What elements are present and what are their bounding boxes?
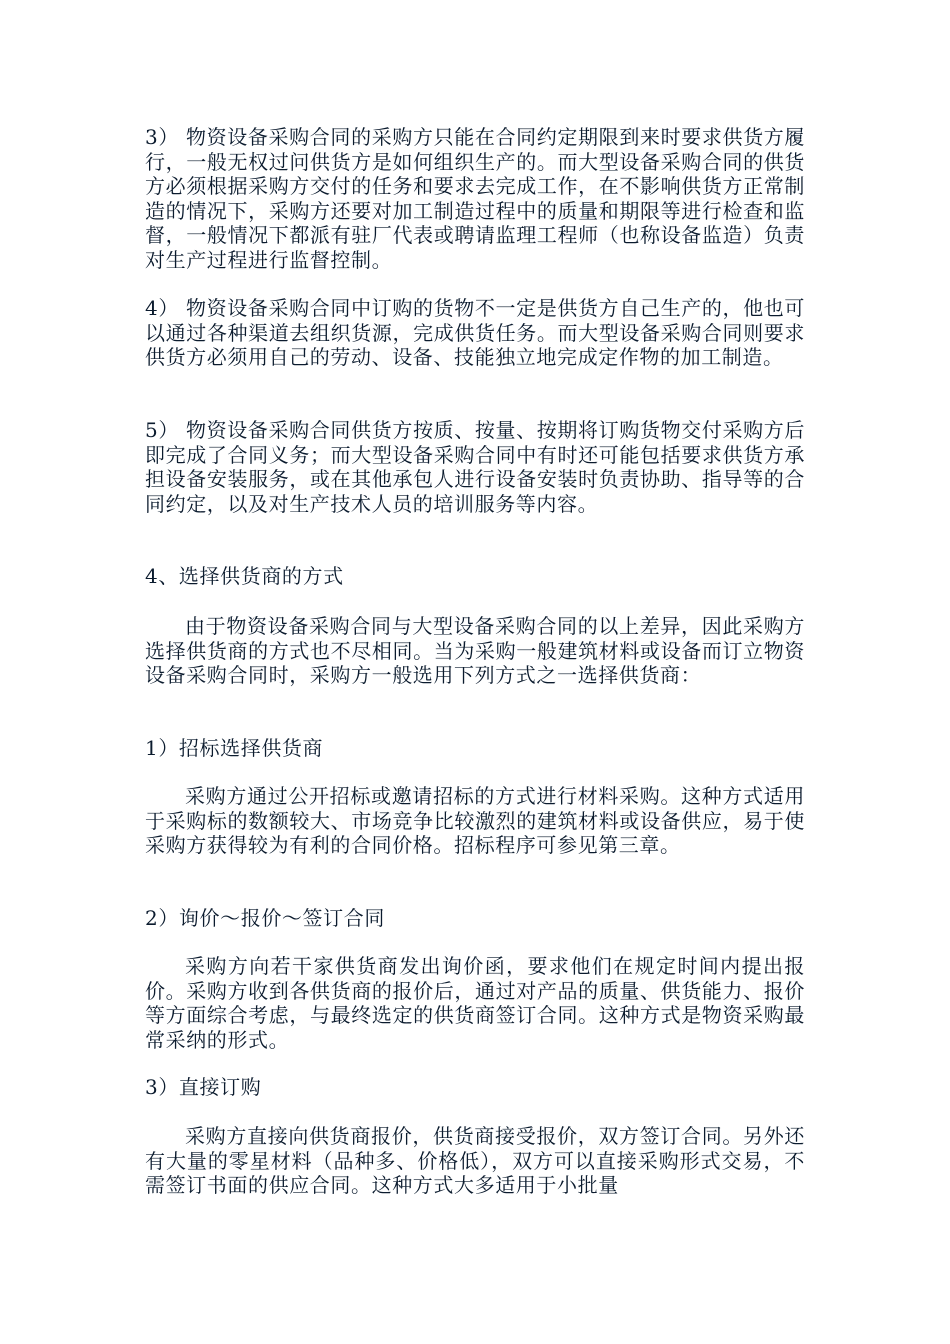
section-heading: 4、选择供货商的方式 bbox=[145, 564, 344, 588]
method-2-heading: 2）询价～报价～签订合同 bbox=[145, 906, 385, 930]
paragraph-item-5: 5） 物资设备采购合同供货方按质、按量、按期将订购货物交付采购方后即完成了合同义务；而大型设备采购合同中有时还可能包括要求供货方承担设备安装服务，或在其他承包人进行设备安装时负责协助、指导等的合同约定，以及对生产技术人员的培训服务等内容。 bbox=[145, 418, 805, 516]
paragraph-item-4: 4） 物资设备采购合同中订购的货物不一定是供货方自己生产的，他也可以通过各种渠道去组织货源，完成供货任务。而大型设备采购合同则要求供货方必须用自己的劳动、设备、技能独立地完成定作物的加工制造。 bbox=[145, 296, 805, 369]
method-3-heading: 3）直接订购 bbox=[145, 1075, 262, 1099]
method-1-heading: 1）招标选择供货商 bbox=[145, 736, 324, 760]
method-3-paragraph: 采购方直接向供货商报价，供货商接受报价，双方签订合同。另外还有大量的零星材料（品种多、价格低），双方可以直接采购形式交易，不需签订书面的供应合同。这种方式大多适用于小批量 bbox=[145, 1124, 805, 1197]
paragraph-item-3: 3） 物资设备采购合同的采购方只能在合同约定期限到来时要求供货方履行，一般无权过问供货方是如何组织生产的。而大型设备采购合同的供货方必须根据采购方交付的任务和要求去完成工作，在不影响供货方正常制造的情况下，采购方还要对加工制造过程中的质量和期限等进行检查和监督，一般情况下都派有驻厂代表或聘请监理工程师（也称设备监造）负责对生产过程进行监督控制。 bbox=[145, 125, 805, 272]
intro-paragraph: 由于物资设备采购合同与大型设备采购合同的以上差异，因此采购方选择供货商的方式也不尽相同。当为采购一般建筑材料或设备而订立物资设备采购合同时，采购方一般选用下列方式之一选择供货商： bbox=[145, 614, 805, 687]
method-2-paragraph: 采购方向若干家供货商发出询价函，要求他们在规定时间内提出报价。采购方收到各供货商的报价后，通过对产品的质量、供货能力、报价等方面综合考虑，与最终选定的供货商签订合同。这种方式是物资采购最常采纳的形式。 bbox=[145, 954, 805, 1052]
method-1-paragraph: 采购方通过公开招标或邀请招标的方式进行材料采购。这种方式适用于采购标的数额较大、市场竞争比较激烈的建筑材料或设备供应，易于使采购方获得较为有利的合同价格。招标程序可参见第三章。 bbox=[145, 784, 805, 857]
